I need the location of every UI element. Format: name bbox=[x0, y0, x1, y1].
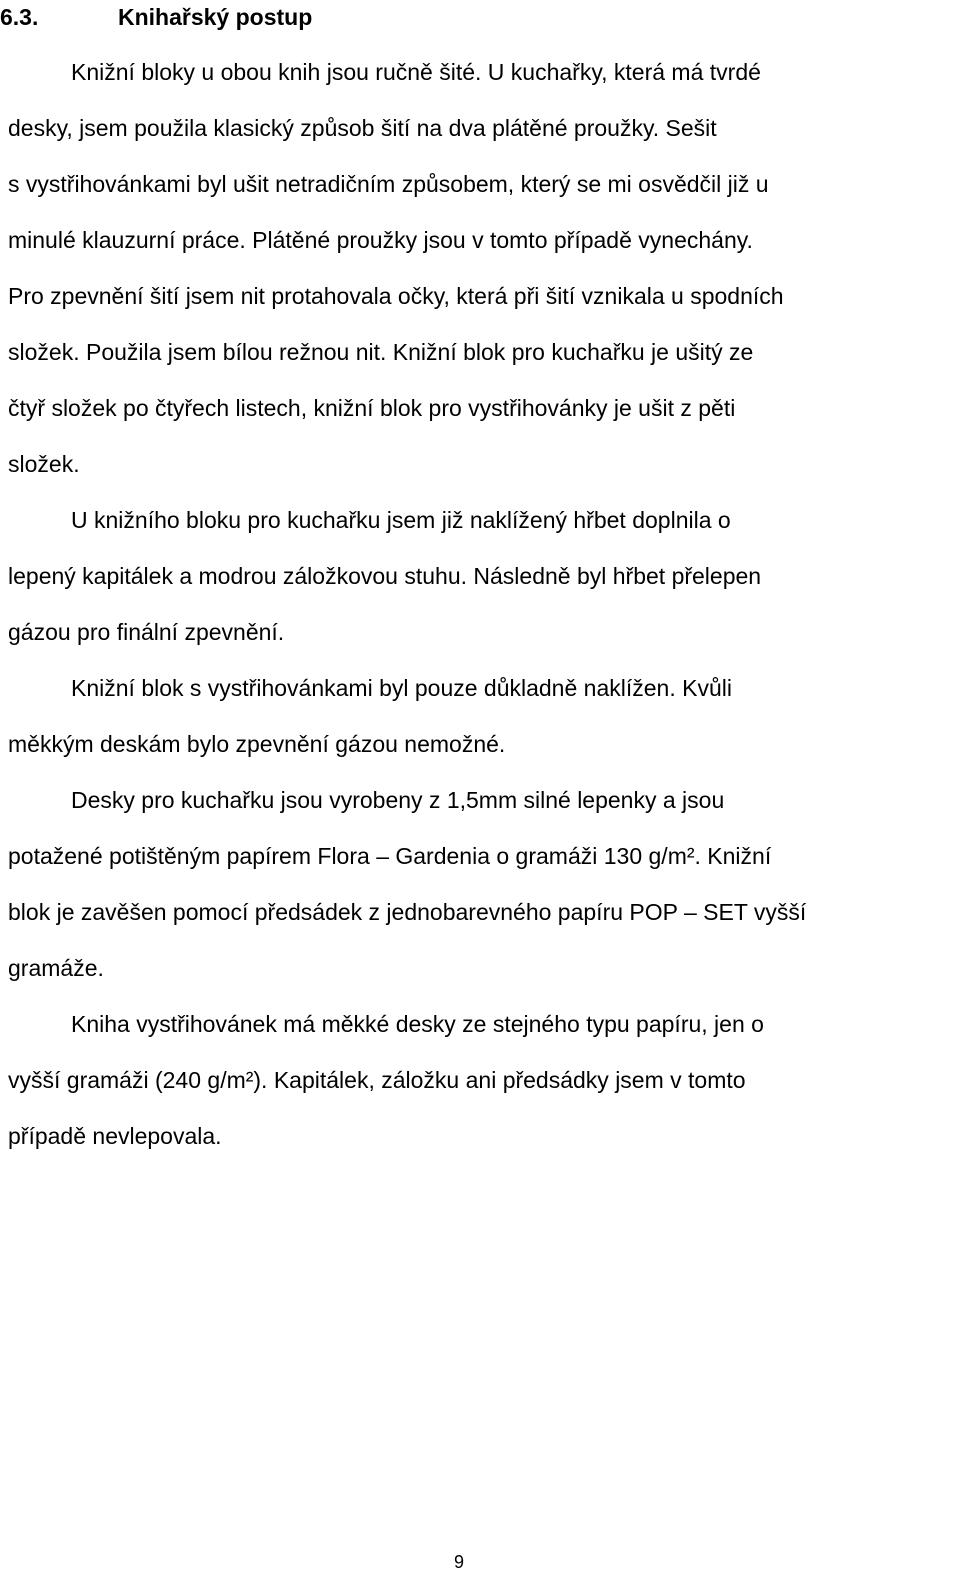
text-line: gázou pro finální zpevnění. bbox=[8, 619, 285, 645]
text-line: s vystřihovánkami byl ušit netradičním způsobem, který se mi osvědčil již u bbox=[8, 171, 769, 197]
page-number: 9 bbox=[453, 1552, 464, 1572]
text-line: minulé klauzurní práce. Plátěné proužky jsou v tomto případě vynechány. bbox=[8, 227, 753, 253]
text-line: U knižního bloku pro kuchařku jsem již naklížený hřbet doplnila o bbox=[71, 507, 731, 533]
text-line: blok je zavěšen pomocí předsádek z jednobarevného papíru POP – SET vyšší bbox=[8, 899, 807, 925]
text-line: Desky pro kuchařku jsou vyrobeny z 1,5mm silné lepenky a jsou bbox=[71, 787, 725, 813]
text-line: Knižní bloky u obou knih jsou ručně šité. U kuchařky, která má tvrdé bbox=[71, 59, 761, 85]
text-line: Kniha vystřihovánek má měkké desky ze stejného typu papíru, jen o bbox=[71, 1011, 764, 1037]
text-line: gramáže. bbox=[8, 955, 104, 981]
text-line: měkkým deskám bylo zpevnění gázou nemožné. bbox=[8, 731, 506, 757]
text-line: Knižní blok s vystřihovánkami byl pouze důkladně naklížen. Kvůli bbox=[71, 675, 732, 701]
text-line: čtyř složek po čtyřech listech, knižní blok pro vystřihovánky je ušit z pěti bbox=[8, 395, 736, 421]
text-line: složek. Použila jsem bílou režnou nit. Knižní blok pro kuchařku je ušitý ze bbox=[8, 339, 754, 365]
section-heading bbox=[0, 3, 312, 31]
section-number: 6.3. bbox=[0, 4, 39, 30]
section-title: Knihařský postup bbox=[118, 4, 313, 30]
text-line: desky, jsem použila klasický způsob šití na dva plátěné proužky. Sešit bbox=[8, 115, 717, 141]
text-line: lepený kapitálek a modrou záložkovou stuhu. Následně byl hřbet přelepen bbox=[8, 563, 762, 589]
text-line: složek. bbox=[8, 451, 80, 477]
text-line: vyšší gramáži (240 g/m²). Kapitálek, záložku ani předsádky jsem v tomto bbox=[8, 1067, 746, 1093]
text-line: Pro zpevnění šití jsem nit protahovala očky, která při šití vznikala u spodních bbox=[8, 283, 784, 309]
text-line: případě nevlepovala. bbox=[8, 1123, 222, 1149]
text-line: potažené potištěným papírem Flora – Gardenia o gramáži 130 g/m². Knižní bbox=[8, 843, 772, 869]
